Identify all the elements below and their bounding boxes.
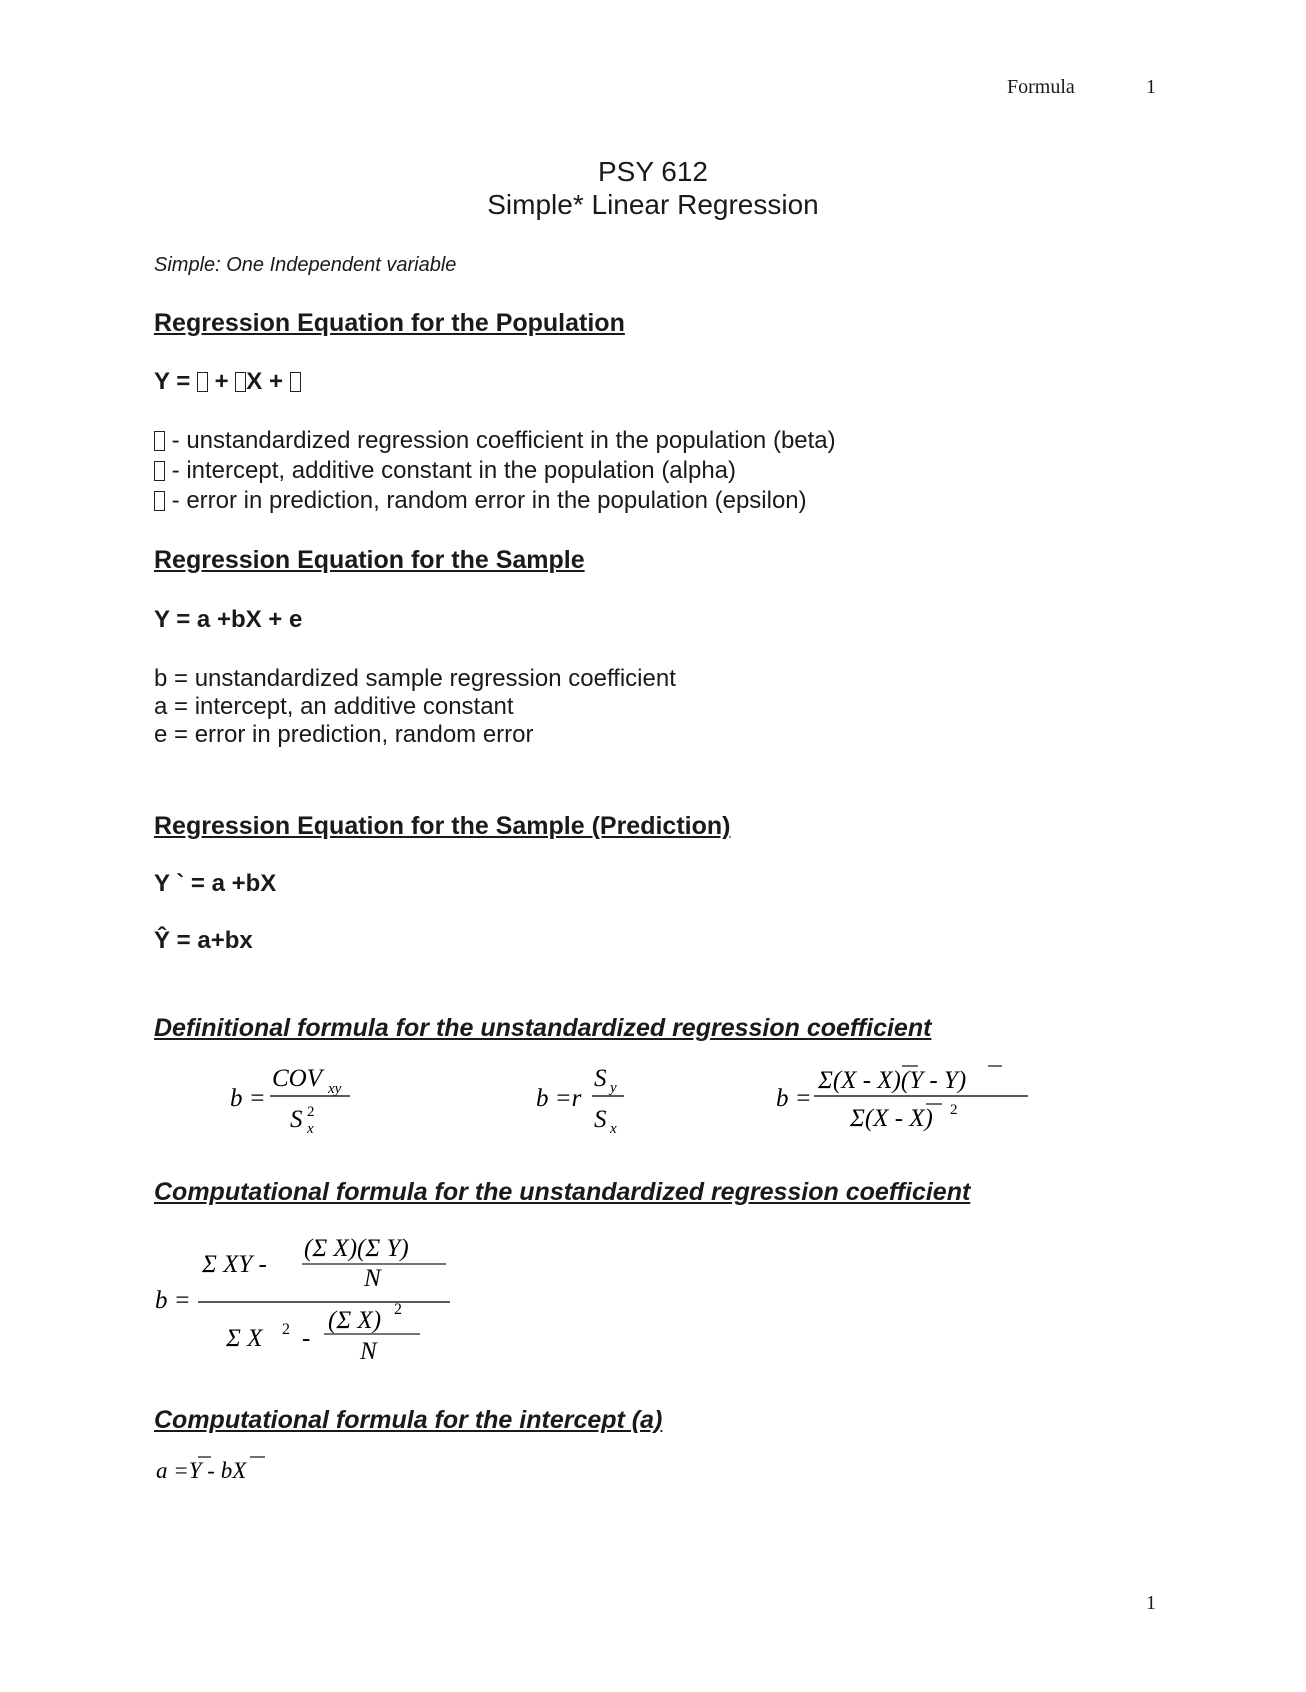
- comp-num-left: Σ XY -: [202, 1251, 267, 1278]
- intercept-heading: Computational formula for the intercept (a): [154, 1406, 663, 1434]
- course-title: PSY 612: [597, 156, 709, 187]
- comp-den-left-sup: 2: [282, 1321, 290, 1338]
- population-heading: Regression Equation for the Population: [154, 309, 625, 337]
- running-header: Formula: [1007, 76, 1075, 98]
- comp-num-frac-den: N: [364, 1265, 381, 1292]
- comp-den-frac-sup: 2: [394, 1301, 402, 1318]
- comp-den-left: Σ X: [226, 1325, 263, 1352]
- comp-den-frac-den: N: [360, 1338, 377, 1365]
- sample-def-e: e = error in prediction, random error: [154, 721, 534, 748]
- f2-den-sub: x: [610, 1121, 617, 1137]
- eq-part: Y =: [154, 368, 197, 395]
- f3-num: Σ(X - X)(Y - Y): [818, 1067, 967, 1094]
- definitional-heading: Definitional formula for the unstandardized regression coefficient: [154, 1014, 932, 1042]
- f1-num: COV: [272, 1065, 322, 1092]
- footer-page-number: 1: [1146, 1592, 1156, 1614]
- sample-equation: Y = a +bX + e: [154, 606, 303, 633]
- f1-den: S: [290, 1106, 303, 1133]
- population-def-beta: [154, 427, 836, 455]
- comp-lhs: b =: [155, 1287, 191, 1314]
- f3-den-sup: 2: [950, 1102, 958, 1118]
- f3-den: Σ(X - X): [850, 1105, 933, 1132]
- symbol-glyph-box: [235, 372, 246, 392]
- f1-lhs: b =: [230, 1085, 266, 1112]
- f2-num: S: [594, 1065, 607, 1092]
- population-equation: [154, 368, 301, 396]
- prediction-equation: Y ` = a +bX: [154, 870, 277, 897]
- symbol-glyph-box: [197, 372, 208, 392]
- population-def-alpha: [154, 457, 736, 485]
- symbol-glyph-box: [154, 491, 165, 511]
- computational-formula: [150, 1222, 470, 1370]
- f1-den-sub: x: [307, 1121, 314, 1137]
- sample-heading: Regression Equation for the Sample: [154, 546, 585, 574]
- definitional-formulas: [150, 1060, 1150, 1140]
- f3-lhs: b =: [776, 1085, 812, 1112]
- comp-den-frac-num: (Σ X): [328, 1307, 382, 1334]
- header-page-number: 1: [1146, 76, 1156, 98]
- def-text: - error in prediction, random error in the population (epsilon): [165, 487, 807, 514]
- sample-def-a: a = intercept, an additive constant: [154, 693, 514, 720]
- f2-den: S: [594, 1106, 607, 1133]
- f1-num-sub: xy: [328, 1081, 342, 1097]
- intercept-formula-text: a =Y - bX: [156, 1458, 247, 1483]
- document-title: Simple* Linear Regression: [487, 189, 819, 220]
- symbol-glyph-box: [154, 431, 165, 451]
- symbol-glyph-box: [290, 372, 301, 392]
- intercept-formula: [150, 1448, 350, 1488]
- f2-num-sub: y: [610, 1080, 617, 1096]
- comp-num-frac-num: (Σ X)(Σ Y): [304, 1235, 409, 1262]
- f1-den-sup: 2: [307, 1104, 315, 1120]
- f2-lhs: b =r: [536, 1085, 582, 1112]
- eq-part: X +: [246, 368, 290, 395]
- def-text: - unstandardized regression coefficient in the population (beta): [165, 427, 836, 454]
- symbol-glyph-box: [154, 461, 165, 481]
- prediction-heading: Regression Equation for the Sample (Prediction): [154, 812, 731, 840]
- prediction-equation-hat: Ŷ = a+bx: [154, 927, 253, 954]
- sample-def-b: b = unstandardized sample regression coefficient: [154, 665, 676, 692]
- comp-den-minus: -: [302, 1325, 311, 1352]
- population-def-epsilon: [154, 487, 807, 515]
- def-text: - intercept, additive constant in the population (alpha): [165, 457, 737, 484]
- subtitle-note: Simple: One Independent variable: [154, 254, 457, 276]
- eq-part: +: [207, 368, 236, 395]
- computational-heading: Computational formula for the unstandardized regression coefficient: [154, 1178, 971, 1206]
